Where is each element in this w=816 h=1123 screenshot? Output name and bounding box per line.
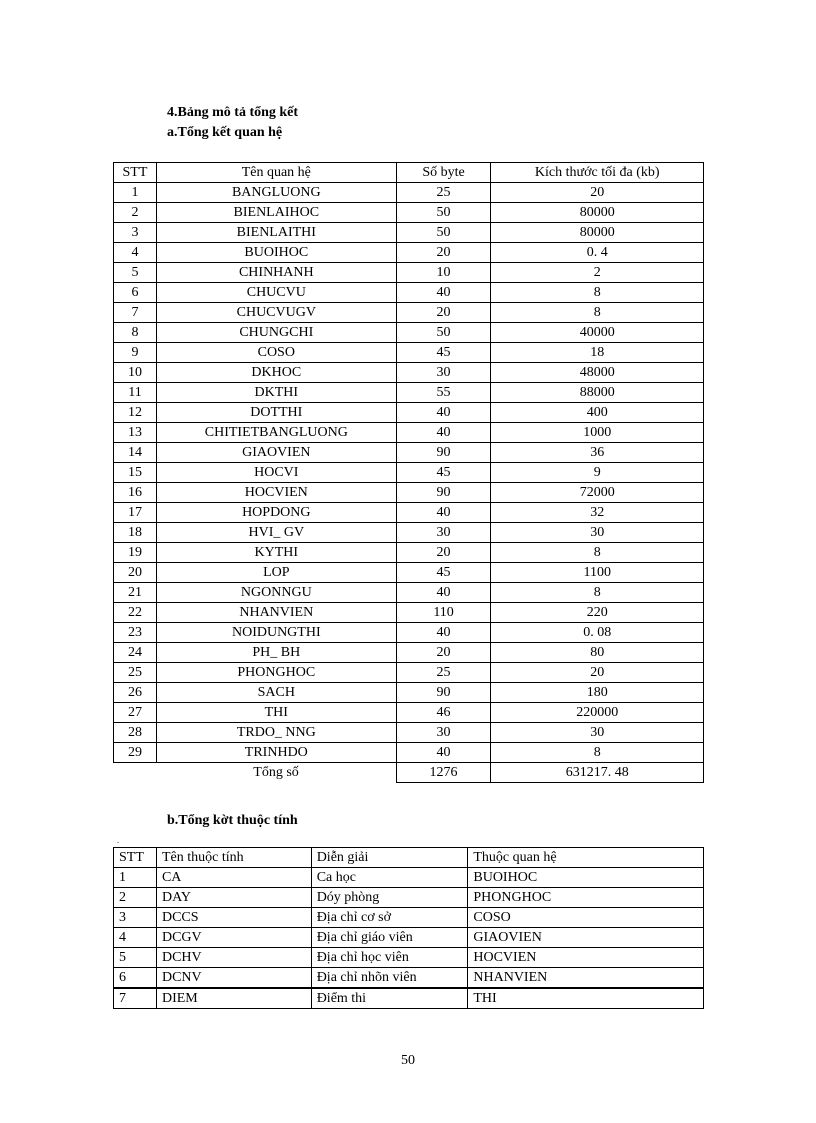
table-cell: 8 <box>114 323 157 343</box>
table-row <box>114 503 704 523</box>
header-cell: Tên quan hệ <box>156 163 396 183</box>
table-cell: DKTHI <box>156 383 396 403</box>
table-cell: 8 <box>491 303 704 323</box>
table-cell: PH_ BH <box>156 643 396 663</box>
table-cell: 20 <box>396 243 491 263</box>
table-row <box>114 343 704 363</box>
table-cell: 180 <box>491 683 704 703</box>
table-cell: TRDO_ NNG <box>156 723 396 743</box>
table-cell: Địa chỉ giáo viên <box>311 928 468 948</box>
table-cell: NHANVIEN <box>156 603 396 623</box>
table-cell: 6 <box>114 968 157 989</box>
table-cell: 90 <box>396 483 491 503</box>
table-cell: 7 <box>114 988 157 1009</box>
table-cell: 0. 4 <box>491 243 704 263</box>
table-cell: 80000 <box>491 223 704 243</box>
table-row <box>114 263 704 283</box>
table-row <box>114 908 704 928</box>
table-row <box>114 443 704 463</box>
table-cell: 20 <box>396 643 491 663</box>
table-cell: 5 <box>114 948 157 968</box>
attributes-summary-table <box>113 847 704 1009</box>
table-cell: Địa chỉ nhõn viên <box>311 968 468 989</box>
table-cell: 20 <box>491 663 704 683</box>
total-label: Tổng số <box>253 765 299 781</box>
table-cell: 10 <box>396 263 491 283</box>
table-cell: 25 <box>396 183 491 203</box>
table-row <box>114 543 704 563</box>
table-cell: DCNV <box>156 968 311 989</box>
table-cell: 10 <box>114 363 157 383</box>
table-cell: 2 <box>114 888 157 908</box>
header-cell: Tên thuộc tính <box>156 848 311 868</box>
table-cell: 30 <box>396 363 491 383</box>
table-cell: 40 <box>396 283 491 303</box>
table-cell: 55 <box>396 383 491 403</box>
table-cell: DCGV <box>156 928 311 948</box>
table-cell: 3 <box>114 223 157 243</box>
stray-mark: . <box>117 836 119 845</box>
table-cell: 8 <box>491 283 704 303</box>
table-cell: 17 <box>114 503 157 523</box>
table-cell: Ca học <box>311 868 468 888</box>
table-row <box>114 703 704 723</box>
subsection-heading-attributes: b.Tổng kờt thuộc tính <box>167 813 298 828</box>
table-row <box>114 563 704 583</box>
table-cell: 45 <box>396 563 491 583</box>
table-cell: 1100 <box>491 563 704 583</box>
table-cell: 9 <box>491 463 704 483</box>
table-cell: 110 <box>396 603 491 623</box>
table-cell: 2 <box>114 203 157 223</box>
table-cell: 25 <box>396 663 491 683</box>
table-cell: 220000 <box>491 703 704 723</box>
table-cell: 30 <box>396 523 491 543</box>
table-cell: 80 <box>491 643 704 663</box>
table-cell: Địa chỉ cơ sở <box>311 908 468 928</box>
table-cell: BIENLAIHOC <box>156 203 396 223</box>
table-cell: PHONGHOC <box>156 663 396 683</box>
table-cell: 30 <box>491 723 704 743</box>
table-cell: NHANVIEN <box>468 968 704 989</box>
table-cell: DAY <box>156 888 311 908</box>
table-cell: 40 <box>396 623 491 643</box>
table-cell: 20 <box>396 543 491 563</box>
table-cell: Địa chỉ học viên <box>311 948 468 968</box>
table-cell: 6 <box>114 283 157 303</box>
table-cell: 18 <box>491 343 704 363</box>
table-cell: 20 <box>491 183 704 203</box>
table-row <box>114 423 704 443</box>
table-header-row <box>114 163 704 183</box>
table-row <box>114 988 704 1009</box>
section-heading: 4.Bảng mô tả tổng kết <box>167 105 299 120</box>
table-row <box>114 888 704 908</box>
table-row <box>114 743 704 763</box>
table-cell: 40 <box>396 583 491 603</box>
table-cell: GIAOVIEN <box>156 443 396 463</box>
table-row <box>114 323 704 343</box>
table-cell: 0. 08 <box>491 623 704 643</box>
table-cell: DCHV <box>156 948 311 968</box>
page-number: 50 <box>401 1053 415 1068</box>
table-row <box>114 868 704 888</box>
header-cell: STT <box>114 848 157 868</box>
table-cell: 50 <box>396 203 491 223</box>
table-row <box>114 223 704 243</box>
table-cell: 9 <box>114 343 157 363</box>
table-cell: DCCS <box>156 908 311 928</box>
table-cell: 72000 <box>491 483 704 503</box>
table-cell: DOTTHI <box>156 403 396 423</box>
table-cell: 15 <box>114 463 157 483</box>
table-row <box>114 723 704 743</box>
table-cell: BUOIHOC <box>156 243 396 263</box>
table-row <box>114 303 704 323</box>
header-cell: Thuộc quan hệ <box>468 848 704 868</box>
header-cell: Diễn giải <box>311 848 468 868</box>
table-cell: 400 <box>491 403 704 423</box>
table-cell: DIEM <box>156 988 311 1009</box>
table-cell: BANGLUONG <box>156 183 396 203</box>
table-row <box>114 383 704 403</box>
table-cell: CA <box>156 868 311 888</box>
table-row <box>114 463 704 483</box>
table-cell: 40 <box>396 503 491 523</box>
table-cell: 14 <box>114 443 157 463</box>
table-cell: 45 <box>396 463 491 483</box>
table-cell: CHUCVU <box>156 283 396 303</box>
table-cell: GIAOVIEN <box>468 928 704 948</box>
table-cell: 26 <box>114 683 157 703</box>
table-cell: 46 <box>396 703 491 723</box>
table-cell: THI <box>156 703 396 723</box>
table-row <box>114 948 704 968</box>
table-row <box>114 203 704 223</box>
table-cell: 12 <box>114 403 157 423</box>
table-cell: 11 <box>114 383 157 403</box>
table-cell: HOCVI <box>156 463 396 483</box>
table-cell: NOIDUNGTHI <box>156 623 396 643</box>
table-row <box>114 363 704 383</box>
total-row <box>114 763 704 783</box>
table-cell: NGONNGU <box>156 583 396 603</box>
table-cell: 40000 <box>491 323 704 343</box>
total-size: 631217. 48 <box>491 763 704 783</box>
table-cell: COSO <box>156 343 396 363</box>
table-row <box>114 183 704 203</box>
table-cell: TRINHDO <box>156 743 396 763</box>
table-cell: 40 <box>396 403 491 423</box>
table-cell: 7 <box>114 303 157 323</box>
table-row <box>114 283 704 303</box>
table-cell: THI <box>468 988 704 1009</box>
table-cell: 19 <box>114 543 157 563</box>
table-cell: 50 <box>396 223 491 243</box>
table-cell: Điểm thi <box>311 988 468 1009</box>
table-cell: 18 <box>114 523 157 543</box>
subsection-heading-relations: a.Tổng kết quan hệ <box>167 125 283 140</box>
table-cell: 220 <box>491 603 704 623</box>
table-row <box>114 403 704 423</box>
table-cell: 90 <box>396 443 491 463</box>
table-cell: 1000 <box>491 423 704 443</box>
header-cell: STT <box>114 163 157 183</box>
table-cell: COSO <box>468 908 704 928</box>
table-row <box>114 483 704 503</box>
table-cell: BUOIHOC <box>468 868 704 888</box>
table-cell: 8 <box>491 543 704 563</box>
table-row <box>114 523 704 543</box>
table-cell: 16 <box>114 483 157 503</box>
table-cell: 50 <box>396 323 491 343</box>
table-cell: BIENLAITHI <box>156 223 396 243</box>
table-cell: 90 <box>396 683 491 703</box>
table-cell: 40 <box>396 743 491 763</box>
table-cell: 8 <box>491 583 704 603</box>
table-cell: 13 <box>114 423 157 443</box>
table-cell: 1 <box>114 183 157 203</box>
table-cell: HVI_ GV <box>156 523 396 543</box>
table-cell: SACH <box>156 683 396 703</box>
table-cell: 22 <box>114 603 157 623</box>
table-cell: 40 <box>396 423 491 443</box>
relations-summary-table <box>113 162 704 783</box>
table-cell: 8 <box>491 743 704 763</box>
table-cell: 30 <box>396 723 491 743</box>
table-cell: 4 <box>114 928 157 948</box>
table-row <box>114 243 704 263</box>
table-cell: HOCVIEN <box>156 483 396 503</box>
table-row <box>114 928 704 948</box>
table-cell: 28 <box>114 723 157 743</box>
total-bytes: 1276 <box>396 763 491 783</box>
table-cell: 2 <box>491 263 704 283</box>
table-cell: 48000 <box>491 363 704 383</box>
empty-cell <box>114 763 157 783</box>
table-cell: CHINHANH <box>156 263 396 283</box>
table-cell: CHITIETBANGLUONG <box>156 423 396 443</box>
table-cell: KYTHI <box>156 543 396 563</box>
table-cell: 20 <box>396 303 491 323</box>
table-cell: 29 <box>114 743 157 763</box>
table-cell: 4 <box>114 243 157 263</box>
table-cell: 30 <box>491 523 704 543</box>
table-cell: 24 <box>114 643 157 663</box>
table-cell: 5 <box>114 263 157 283</box>
table-cell: LOP <box>156 563 396 583</box>
table-cell: 80000 <box>491 203 704 223</box>
table-cell: 23 <box>114 623 157 643</box>
table-row <box>114 663 704 683</box>
table-cell: HOPDONG <box>156 503 396 523</box>
table-row <box>114 683 704 703</box>
table-cell: HOCVIEN <box>468 948 704 968</box>
table-cell: 1 <box>114 868 157 888</box>
table-cell: PHONGHOC <box>468 888 704 908</box>
table-cell: Dóy phòng <box>311 888 468 908</box>
table-row <box>114 623 704 643</box>
table-cell: 36 <box>491 443 704 463</box>
table-cell: 25 <box>114 663 157 683</box>
header-cell: Kích thước tối đa (kb) <box>491 163 704 183</box>
table-cell: CHUCVUGV <box>156 303 396 323</box>
table-cell: 20 <box>114 563 157 583</box>
table-row <box>114 968 704 989</box>
table-cell: 88000 <box>491 383 704 403</box>
table-header-row <box>114 848 704 868</box>
table-cell: 32 <box>491 503 704 523</box>
table-row <box>114 583 704 603</box>
table-cell: 3 <box>114 908 157 928</box>
table-cell: 21 <box>114 583 157 603</box>
table-row <box>114 603 704 623</box>
table-cell: 45 <box>396 343 491 363</box>
table-row <box>114 643 704 663</box>
header-cell: Số byte <box>396 163 491 183</box>
table-cell: CHUNGCHI <box>156 323 396 343</box>
table-cell: DKHOC <box>156 363 396 383</box>
table-cell: 27 <box>114 703 157 723</box>
